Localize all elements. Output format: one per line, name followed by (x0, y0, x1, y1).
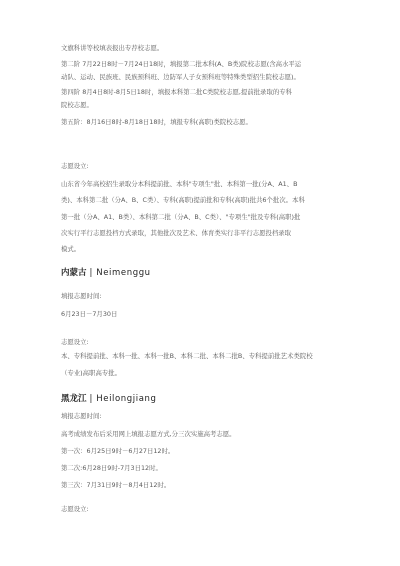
section-heading-neimenggu (61, 268, 151, 279)
text-line: 动队、运动、民族班、民族预科班、边防军人子女预科班等特殊类型招生院校志愿)。 (61, 73, 300, 81)
text-line: （专业)高职高专批。 (61, 369, 122, 377)
text-line: 第三次：7月31日9时－8月4日12时。 (61, 481, 171, 489)
section-label: 志愿设立: (61, 505, 89, 513)
heading-pinyin: | Heilongjiang (89, 394, 157, 404)
heading-pinyin: | Neimenggu (89, 268, 151, 278)
section-label: 志愿设立: (61, 162, 89, 170)
text-line: 文旗科讲等校填表报出专荐校志愿。 (61, 44, 164, 52)
text-line: 院校志愿。 (61, 101, 93, 109)
text-line: 第一批（分A、A1、B类）、本科第二批（分A、B、C类）、"专项生"批及专科(高职)批 (61, 213, 301, 221)
text-line: 模式。 (61, 245, 81, 253)
text-line: 第二次:6月28日9时-7月3日12时。 (61, 464, 162, 472)
section-heading-heilongjiang (61, 394, 157, 405)
text-line: 本、专科提前批、本科一批、本科一批B、本科二批、本科二批B、专科提前批艺术类院校 (61, 352, 313, 360)
text-line: 山东省今年高校招生录取分本科提前批、本科"专项生"批、本科第一批(分A、A1、B (61, 180, 298, 188)
text-line: 第五阶：8月16日8时-8月18日18时，填报专科(高职)类院校志愿。 (61, 118, 252, 126)
text-line: 高考成绩发布后采用网上填报志愿方式,分三次实施高考志愿。 (61, 430, 236, 438)
time-label: 填报志愿时间: (61, 292, 102, 300)
text-line: 类)、本科第二批（分A、B、C类）、专科(高职)提前批和专科(高职)批共6个批次。本科 (61, 196, 305, 204)
text-line: 第四阶 8月4日8时-8月5日18时，填报本科第二批C类院校志愿,提前批录取的专科 (61, 88, 293, 96)
text-line: 第一次：6月25日9时－6月27日12时。 (61, 447, 175, 455)
time-label: 填报志愿时间: (61, 412, 102, 420)
text-line: 第二阶 7月22日8时－7月24日18时，填报第二批本科(A、B类)院校志愿(含高水平运 (61, 60, 302, 68)
time-value: 6月23日－7月30日 (61, 310, 118, 318)
text-line: 次实行平行志愿投档方式录取，其他批次及艺术、体育类实行非平行志愿投档录取 (61, 229, 292, 237)
heading-name: 内蒙古 (61, 268, 87, 278)
heading-name: 黑龙江 (61, 394, 87, 404)
section-label: 志愿设立: (61, 338, 89, 346)
